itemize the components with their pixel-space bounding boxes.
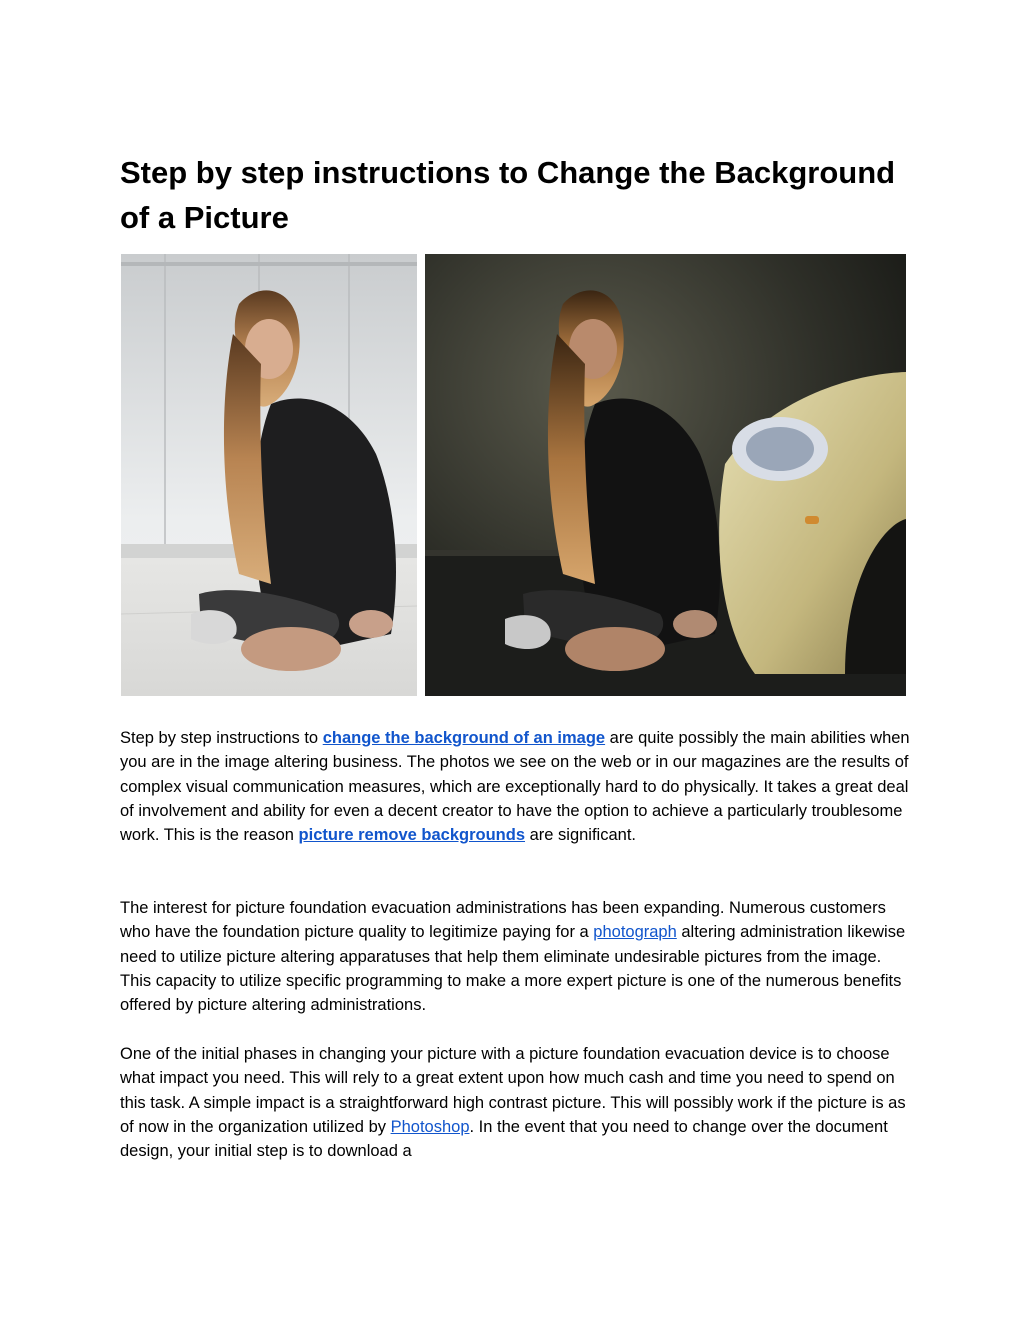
paragraph-2-text-b: altering administration likewise need to utilize picture altering apparatuses that help them eliminate undesirable pictures from the image. This capacity to utilize specific programming to make a more expert picture is one of the numerous benefits offered by picture altering administrations.	[120, 923, 906, 1015]
original-photo	[121, 254, 417, 696]
paragraph-1-text-b: are quite possibly the main abilities when you are in the image altering business. The photos we see on the web or in our magazines are the results of complex visual communication measures, which are exceptionally hard to do physically. It takes a great deal of involvement and ability for even a decent creator to have the option to achieve a particularly troublesome work. This is the reason	[120, 729, 910, 845]
paragraph-1-text-a: Step by step instructions to	[120, 729, 323, 747]
before-after-figure	[121, 254, 906, 696]
paragraph-2-text-a: The interest for picture foundation evacuation administrations has been expanding. Numerous customers who have the foundation picture quality to legitimize paying for a	[120, 899, 886, 942]
paragraph-3-text-b: . In the event that you need to change over the document design, your initial step is to download a	[120, 1117, 888, 1161]
paragraph-1	[120, 726, 910, 847]
photograph-link[interactable]: photograph	[593, 923, 677, 942]
photoshop-link[interactable]: Photoshop	[390, 1117, 470, 1136]
change-background-link[interactable]: change the background of an image	[322, 729, 606, 747]
paragraph-1-text-c: are significant.	[525, 826, 636, 845]
edited-photo	[425, 254, 906, 696]
page-title: Step by step instructions to Change the Background of a Picture	[120, 155, 896, 235]
picture-remove-backgrounds-link[interactable]: picture remove backgrounds	[298, 826, 526, 845]
paragraph-2	[120, 896, 910, 1017]
paragraph-3-text-a: One of the initial phases in changing your picture with a picture foundation evacuation device is to choose what impact you need. This will rely to a great extent upon how much cash and time you need to spend on this task. A simple impact is a straightforward high contrast picture. This will possibly work if the picture is as of now in the organization utilized by	[120, 1045, 906, 1136]
paragraph-3	[120, 1042, 910, 1163]
